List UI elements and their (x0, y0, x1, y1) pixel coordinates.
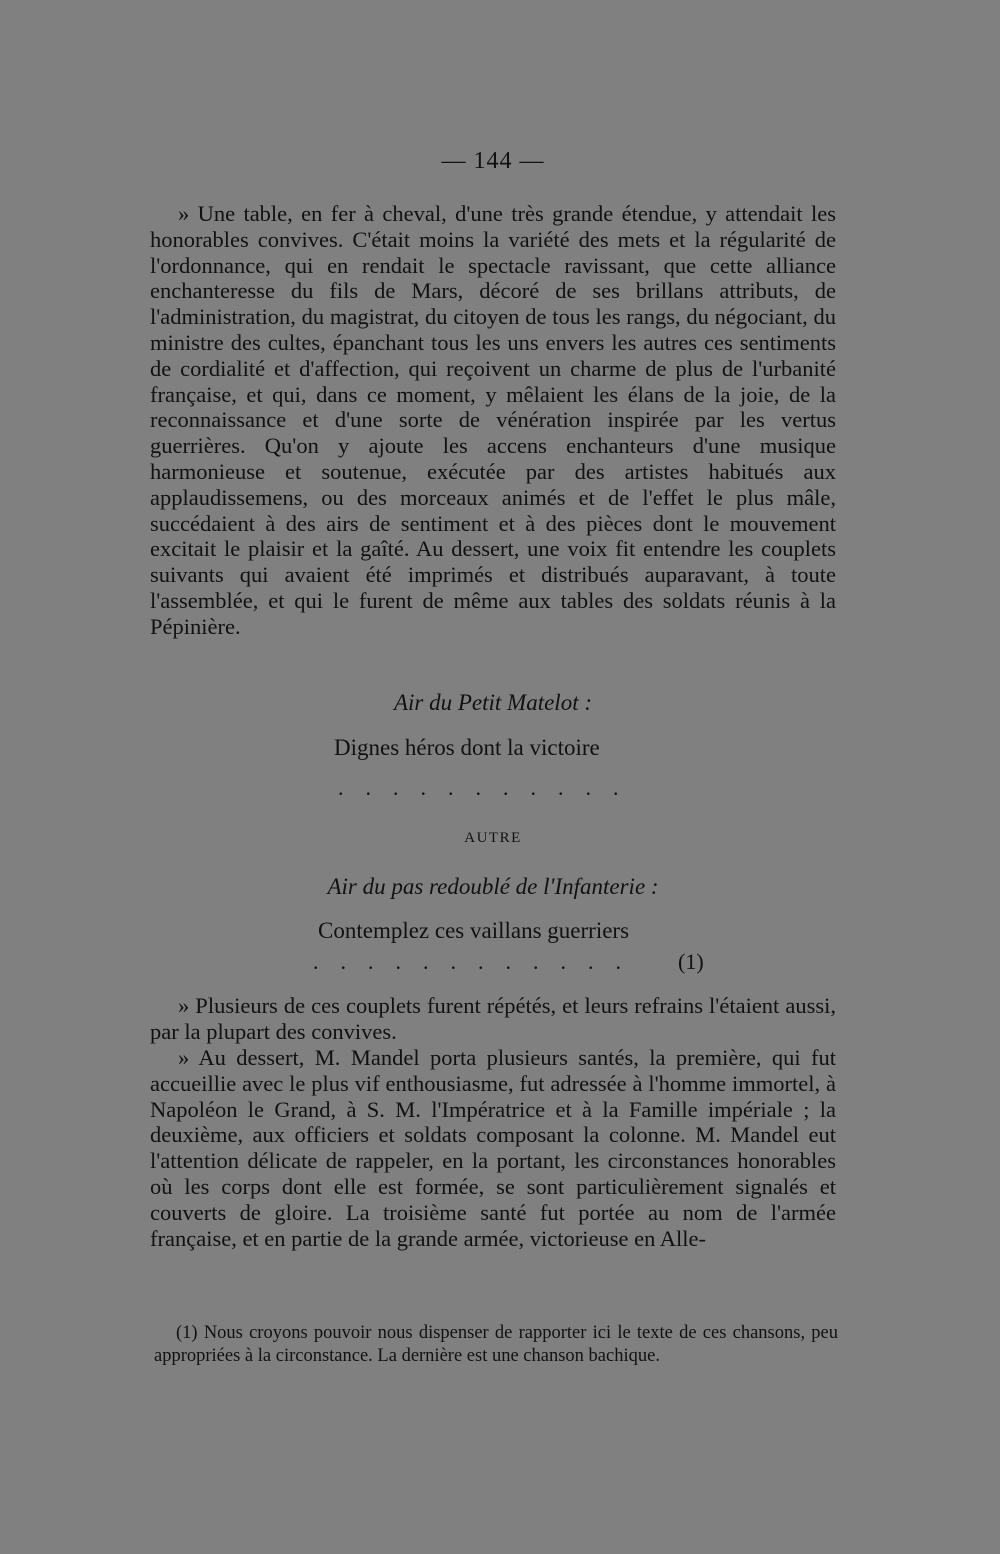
footnote-reference: (1) (678, 949, 704, 974)
footnote (154, 1322, 838, 1368)
ellipsis-dots: ........... (338, 775, 641, 800)
footnote-marker: (1) (176, 1323, 198, 1343)
paragraph-couplets: » Plusieurs de ces couplets furent répétés, et leurs refrains l'étaient aussi, par la plupart des convives. (150, 993, 836, 1044)
ellipsis-dots: ............ (313, 949, 643, 974)
footnote-text: Nous croyons pouvoir nous dispenser de rapporter ici le texte de ces chansons, peu appropriées à la circonstance. La dernière est une chanson bachique. (154, 1323, 839, 1366)
song-first-verse: Contemplez ces vaillans guerriers (318, 918, 630, 943)
page-number: — 144 — (441, 148, 545, 174)
paragraph-table-description: » Une table, en fer à cheval, d'une très grande étendue, y attendait les honorables convives. C'était moins la variété des mets et la régularité de l'ordonnance, qui en rendait le spectacle ravissant, que cette alliance enchanteresse du fils de Mars, décoré de ses brillans attributs, de l'administration, du magistrat, du citoyen de tous les rangs, du négociant, du ministre des cultes, épanchant tous les uns envers les autres ces sentiments de cordialité et d'affection, qui reçoivent un charme de plus de l'urbanité française, et qui, dans ce moment, y mêlaient les élans de la joie, de la reconnaissance et d'une sorte de vénération inspirée par les vertus guerrières. Qu'on y ajoute les accens enchanteurs d'une musique harmonieuse et soutenue, exécutée par des artistes habitués aux applaudissemens, ou des morceaux animés et de l'effet le plus mâle, succédaient à des airs de sentiment et à des pièces dont le mouvement excitait le plaisir et la gaîté. Au dessert, une voix fit entendre les couplets suivants qui avaient été imprimés et distribués auparavant, à toute l'assemblée, et qui le furent de même aux tables des soldats réunis à la Pépinière. (150, 201, 836, 639)
book-page (150, 0, 839, 1554)
section-separator: AUTRE (464, 830, 522, 846)
song-first-verse: Dignes héros dont la victoire (334, 735, 600, 760)
song-air-title: Air du Petit Matelot : (393, 690, 592, 715)
song-air-title: Air du pas redoublé de l'Infanterie : (327, 874, 659, 899)
paragraph-toasts: » Au dessert, M. Mandel porta plusieurs santés, la première, qui fut accueillie avec le plus vif enthousiasme, fut adressée à l'homme immortel, à Napoléon le Grand, à S. M. l'Impératrice et à la Famille impériale ; la deuxième, aux officiers et soldats composant la colonne. M. Mandel eut l'attention délicate de rappeler, en la portant, les circonstances honorables où les corps dont elle est formée, se sont particulièrement signalés et couverts de gloire. La troisième santé fut portée au nom de l'armée française, et en partie de la grande armée, victorieuse en Alle- (150, 1045, 836, 1251)
